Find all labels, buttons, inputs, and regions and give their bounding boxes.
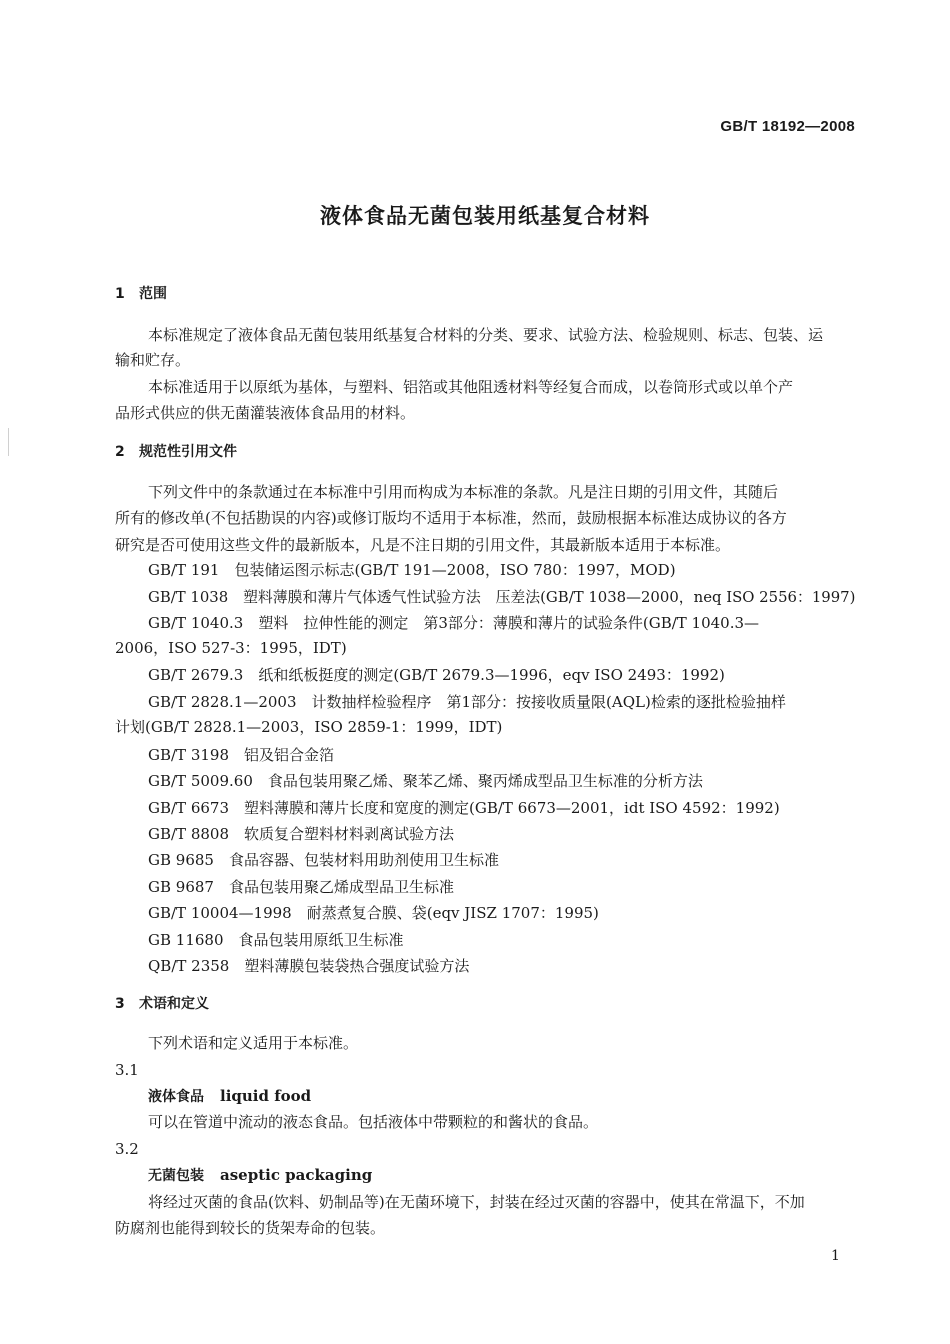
paragraph-line: 输和贮存。 (115, 351, 191, 369)
normative-reference: GB 11680 食品包装用原纸卫生标准 (148, 931, 404, 949)
section-1-heading (115, 284, 167, 304)
section-3-heading (115, 994, 209, 1014)
term-definition: 可以在管道中流动的液态食品。包括液体中带颗粒的和酱状的食品。 (148, 1113, 599, 1131)
paragraph-line: 所有的修改单(不包括勘误的内容)或修订版均不适用于本标准，然而，鼓励根据本标准达成协议的各方 (115, 509, 787, 527)
paragraph-line: 研究是否可使用这些文件的最新版本，凡是不注日期的引用文件，其最新版本适用于本标准。 (115, 536, 731, 554)
paragraph-line: 本标准规定了液体食品无菌包装用纸基复合材料的分类、要求、试验方法、检验规则、标志、包装、运 (148, 326, 824, 344)
normative-reference: GB/T 1040.3 塑料 拉伸性能的测定 第3部分：薄膜和薄片的试验条件(GB/T 1040.3— (148, 614, 760, 632)
scan-artifact (8, 428, 9, 456)
term-chinese: 液体食品 (148, 1089, 204, 1105)
standard-code: GB/T 18192—2008 (720, 118, 855, 135)
normative-reference: GB/T 5009.60 食品包装用聚乙烯、聚苯乙烯、聚丙烯成型品卫生标准的分析方法 (148, 772, 703, 790)
clause-number: 3.2 (115, 1140, 139, 1158)
section-title: 范围 (139, 286, 167, 302)
normative-reference: GB/T 6673 塑料薄膜和薄片长度和宽度的测定(GB/T 6673—2001，idt ISO 4592：1992) (148, 799, 780, 817)
normative-reference: GB/T 8808 软质复合塑料材料剥离试验方法 (148, 825, 455, 843)
normative-reference: GB/T 2679.3 纸和纸板挺度的测定(GB/T 2679.3—1996，eqv ISO 2493：1992) (148, 666, 725, 684)
normative-reference: GB 9685 食品容器、包装材料用助剂使用卫生标准 (148, 851, 499, 869)
normative-reference-continuation: 计划(GB/T 2828.1—2003，ISO 2859-1：1999，IDT) (115, 718, 503, 736)
section-number: 3 (115, 996, 125, 1012)
normative-reference: GB/T 191 包装储运图示标志(GB/T 191—2008，ISO 780：1997，MOD) (148, 561, 676, 579)
section-number: 1 (115, 286, 125, 302)
term-definition: 将经过灭菌的食品(饮料、奶制品等)在无菌环境下，封装在经过灭菌的容器中，使其在常温下，不加 (148, 1193, 805, 1211)
term-definition: 防腐剂也能得到较长的货架寿命的包装。 (115, 1219, 386, 1237)
normative-reference: QB/T 2358 塑料薄膜包装袋热合强度试验方法 (148, 957, 470, 975)
clause-number: 3.1 (115, 1061, 139, 1079)
document-title: 液体食品无菌包装用纸基复合材料 (320, 204, 650, 228)
page-number: 1 (831, 1248, 840, 1264)
paragraph-line: 下列文件中的条款通过在本标准中引用而构成为本标准的条款。凡是注日期的引用文件，其随后 (148, 483, 779, 501)
section-number: 2 (115, 444, 125, 460)
paragraph-line: 品形式供应的供无菌灌装液体食品用的材料。 (115, 404, 416, 422)
term-english: aseptic packaging (220, 1166, 373, 1184)
paragraph-line: 本标准适用于以原纸为基体，与塑料、铝箔或其他阻透材料等经复合而成，以卷筒形式或以单个产 (148, 378, 794, 396)
term-entry (148, 1165, 372, 1186)
term-entry (148, 1086, 311, 1107)
term-english: liquid food (220, 1087, 312, 1105)
normative-reference-continuation: 2006，ISO 527-3：1995，IDT) (115, 639, 347, 657)
paragraph-line: 下列术语和定义适用于本标准。 (148, 1034, 359, 1052)
normative-reference: GB/T 1038 塑料薄膜和薄片气体透气性试验方法 压差法(GB/T 1038—2000，neq ISO 2556：1997) (148, 588, 856, 606)
section-2-heading (115, 442, 237, 462)
section-title: 术语和定义 (139, 996, 209, 1012)
normative-reference: GB/T 2828.1—2003 计数抽样检验程序 第1部分：按接收质量限(AQL)检索的逐批检验抽样 (148, 693, 786, 711)
section-title: 规范性引用文件 (139, 444, 237, 460)
normative-reference: GB/T 10004—1998 耐蒸煮复合膜、袋(eqv JISZ 1707：1995) (148, 904, 599, 922)
normative-reference: GB 9687 食品包装用聚乙烯成型品卫生标准 (148, 878, 454, 896)
normative-reference: GB/T 3198 铝及铝合金箔 (148, 746, 335, 764)
term-chinese: 无菌包装 (148, 1168, 204, 1184)
